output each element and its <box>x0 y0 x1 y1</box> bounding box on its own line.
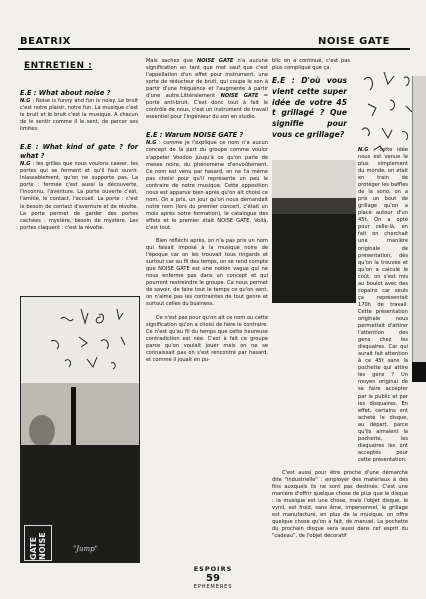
paragraph: C'est aussi pour être proche d'une démarche dite "industrielle" : employer des matériaux à des fins auxquels ils ne sont pas destinés. C'est une manière d'offrir quelque chose de plus que le disque : la musique est une chose, mais l'objet disque, le vynil, est froid, sans âme, impersonnel, le grillage est manufacturé, en plus de la musique, on offre quelque chose qu'on a fait, de manuel. La pochette du prochain disque sera aussi dans cet esprit du "cadeau", de l'objet décoratif <box>272 469 408 540</box>
text-run: n'a aucune signification en tant que mot sauf que c'est l'appellation d'un effet pour instrument, une sorte de réducteur de bruit, qui coupe le son à partir d'une fréquence et l'augmente à partir d'une autre.Littéralement <box>146 58 269 100</box>
header-right: NOISE GATE <box>318 36 390 47</box>
band-name: NOISE GATE <box>220 93 259 100</box>
photo-tree <box>29 415 55 447</box>
paragraph <box>146 58 268 121</box>
text-run: = porte anti-bruit. C'est donc tout à fait le contrôle de nous, c'est un instrument de travail essentiel pour l'ingénieur du son en studio. <box>146 93 269 121</box>
answer-tag: N.G <box>20 98 31 104</box>
answer-1 <box>20 98 138 133</box>
question-1: E.E : What about noise ? <box>20 89 111 97</box>
answer-text: : les grilles que nous voulons casser, les portes qui se ferment et qu'il faut ouvrir. Inlassablement, qu'on ne supporte pas. La porte : fermée c'est aussi la découverte, l'inconnu, l'aventure. La porte ouverte c'est, l'amitié, le contact, l'accueil. La porte : c'est le besoin de contact d'aventure et de révolte. La porte permet de garder des portes cachées : mystère, besoin de mystère. Les portes claquent : c'est la révolte. <box>20 161 138 231</box>
answer-tag: N.G <box>146 140 157 147</box>
answer-tag: N.G <box>20 161 31 168</box>
footer-subtitle: EPHEMERES <box>193 584 233 590</box>
footer-title: ESPOIRS <box>193 565 233 573</box>
column-2 <box>146 58 268 364</box>
header-rule <box>18 48 410 50</box>
question-3: E.E : Warum NOISE GATE ? <box>146 131 244 140</box>
photo-caption: "Jump" <box>73 545 98 553</box>
band-name: NOISE GATE <box>196 58 234 64</box>
header-left: BEATRIX <box>20 36 71 47</box>
column-1 <box>20 58 138 232</box>
footer <box>0 565 426 590</box>
paragraph: Ce n'est pas pour qu'on ait ce nom ou cette signification qu'on a choisi de faire le contraire. Ce n'est qu'au fil du temps que cette heureuse contradiction est née. C'est à fait ce groupe parce qu'on voulait jouer mais on ne se connaissait pas on s'est rencontré par hasard, et comme il jouait en pu- <box>146 314 268 363</box>
page-edge-strip <box>412 76 426 362</box>
record-label-logo: GATE NOISE <box>24 525 52 561</box>
paragraph: blic on a continué, c'est pas plus compliqué que ça. <box>272 58 350 72</box>
photo-buildings <box>272 198 356 214</box>
photo-scribble-area <box>21 297 139 383</box>
question-4: E.E : D'où vous vient cette super idée de votre 45 t grillagé ? Que signifie pour vous ce grillage? <box>272 76 347 140</box>
scribble-drawing <box>354 60 420 158</box>
handwriting-scribbles <box>21 297 139 383</box>
page-number: 59 <box>206 573 220 584</box>
answer-text: : comme je l'explique ce nom n'a aucun concept de la part du groupe comme voulor s'appeler Voodoo jusqu'à ce qu'on parle de messe noire, du phénomène d'envoûtement. Ce nom est venu par hasard, on ne l'a même pas choisi pour qu'il représente un peu le contraire de notre musique. Cette opposition nous est apparue bien après qu'on ait choisi ce nom. On a pris, un jour qu'on nous demandait notre nom (lors du premier concert, c'était un mois après notre formation), le catalogue des effets et le premier était NOISE GATE. Voilà, c'est tout. <box>146 140 268 231</box>
answer-text: : Noise is funny and fun is noisy. Le bruit c'est notre plaisir, notre fun. La musique c'est le bruit et le bruit c'est la musique. A chacun de le sentir comme il le sent, de percer ses limites. <box>20 98 138 133</box>
answer-3 <box>146 140 268 232</box>
question-2: E.E : What kind of gate ? for what ? <box>20 143 138 161</box>
answer-2 <box>20 161 138 231</box>
paragraph: Bien réfléchi après, on n'a pas pris un nom qui faisait imposé à la musique noire de l'époque car on les trouvait tous ringards et surtout car au fil des temps, on se rend compte que NOISE GATE est une notion vague qui ne nous enferme pas dans un concept et qui pourront restreindre le groupe. Ca nous permet de savoir, de faire tout le temps ce qu'on sent, on n'aime pas les contraintes de tout genre et surtout celles du business. <box>146 238 268 308</box>
handwriting-scribbles <box>354 60 420 158</box>
answer-text: : cette idée nous est venue le plus simplement du monde, on était en train de protéger les baffles de la sono, on a pris un bout de grillage qu'on a placé autour d'un 45t. On a opté pour celle-là, en fait on cherchait une manière originale de présentation, dès qu'on la trouvée et qu'on a calculé le coût, on s'est mis au boulot avec des copains car seuls ça représentait 170h de travail. Cette présentation originale nous permettait d'attirer l'attention des gens chez les disquaires. Car qui aurait fait attention à ce 45t sans la pochette qui attire les gens ? Un moyen original de se faire accepter par le public et par les disquaires. En effet, certains ont acheté le disque, au départ, parce qu'ils aimaient la pochette, les disquaires les ont acceptés pour cette présentation. <box>358 146 408 463</box>
page-edge-strip <box>412 362 426 382</box>
answer-tag: N.G <box>358 146 369 153</box>
band-photo <box>20 296 140 563</box>
text-run: Mais sachez que <box>146 58 197 64</box>
section-heading: ENTRETIEN : <box>24 61 93 71</box>
photo-sky <box>272 160 356 198</box>
record-photo <box>272 160 356 303</box>
